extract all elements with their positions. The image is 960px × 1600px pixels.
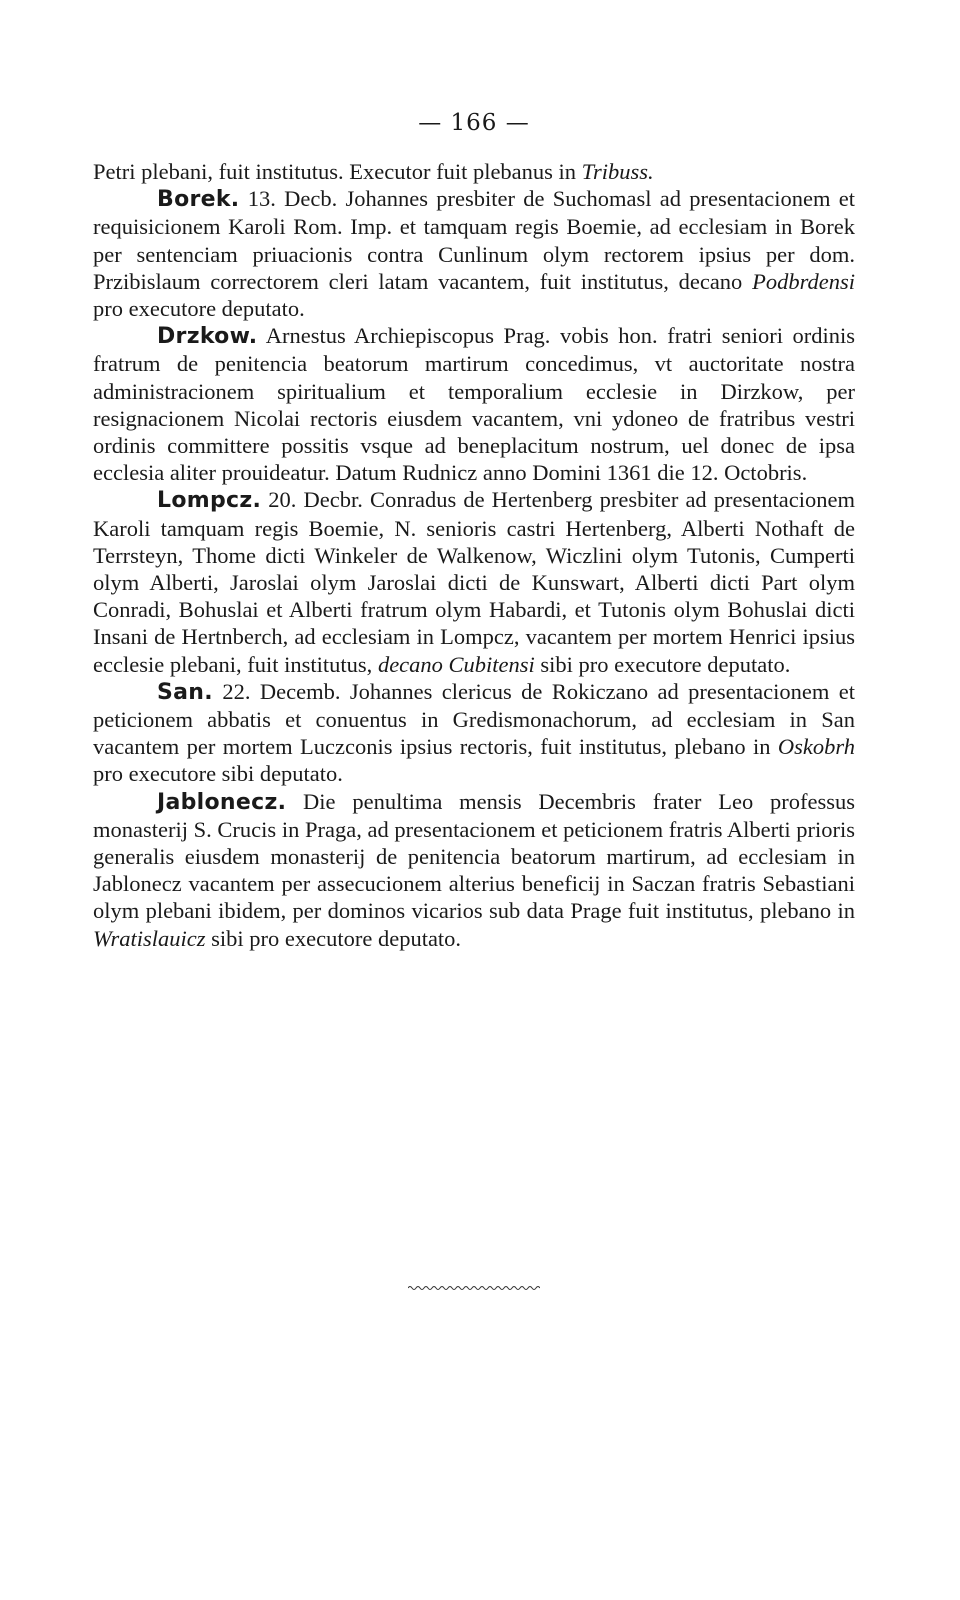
italic-text: decano Cubitensi xyxy=(377,651,535,677)
body-text xyxy=(93,158,855,952)
text-run: Petri plebani, fuit institutus. Executor fuit plebanus in xyxy=(93,159,582,184)
italic-text: Wratislauicz xyxy=(93,925,206,951)
italic-text: Tribuss. xyxy=(581,159,654,184)
text-run: pro executore deputato. xyxy=(93,296,305,322)
entry-heading: Drzkow. xyxy=(157,324,258,350)
paragraph xyxy=(93,678,855,788)
page-number: — 166 — xyxy=(418,110,530,136)
text-run: sibi pro executore deputato. xyxy=(205,925,462,951)
text-run: Die penultima mensis Decembris frater Leo professus monasterij S. Crucis in Praga, ad presentacionem et peticionem fratris Alberti prioris generalis eiusdem monasterij de penitencia beatorum martirum, ad ecclesiam in Jablonecz vacantem per assecucionem alterius beneficij in Saczan fratris Sebastiani olym plebani ibidem, per dominos vicarios sub data Prage fuit institutus, plebano in xyxy=(93,788,855,924)
page-content xyxy=(93,110,855,952)
italic-text: Oskobrh xyxy=(777,734,855,760)
text-run: pro executore sibi deputato. xyxy=(93,761,343,787)
text-run: 20. Decbr. Conradus de Hertenberg presbiter ad presentacionem Karoli tamquam regis Boemie, N. senioris castri Hertenberg, Alberti Nothaft de Terrsteyn, Thome dicti Winkeler de Walkenow, Wiczlini olym Tutonis, Cumperti olym Alberti, Jaroslai olym Jaroslai dicti de Kunswart, Alberti dicti Part olym Conradi, Bohuslai et Alberti fratrum olym Habardi, et Tutonis olym Bohuslai dicti Insani de Hertnberch, ad ecclesiam in Lompcz, vacantem per mortem Henrici ipsius ecclesie plebani, fuit institutus, xyxy=(93,487,855,677)
paragraph xyxy=(93,788,855,952)
entry-heading: Lompcz. xyxy=(157,488,262,514)
italic-text: Podbrdensi xyxy=(752,268,855,294)
paragraph xyxy=(93,185,855,322)
paragraph xyxy=(93,158,855,185)
text-run: 13. Decb. Johannes presbiter de Suchomasl ad presentacionem et requisicionem Karoli Rom. Imp. et tamquam regis Boemie, ad ecclesiam in Borek per sentenciam priuacionis contra Cunlinum olym rectorem ipsius per dom. Przibislaum correctorem cleri latam vacantem, fuit institutus, decano xyxy=(93,186,855,294)
paragraph xyxy=(93,322,855,486)
end-ornament xyxy=(408,1283,540,1293)
text-run: Arnestus Archiepiscopus Prag. vobis hon. fratri seniori ordinis fratrum de penitencia beatorum martirum concedimus, vt auctoritate nostra administracionem spiritualium et temporalium ecclesie in Dirzkow, per resignacionem Nicolai rectoris eiusdem vacantem, vni ydoneo de fratribus vestri ordinis committere possitis vsque ad beneplacitum nostrum, uel donec de ipsa ecclesia aliter prouideatur. Datum Rudnicz anno Domini 1361 die 12. Octobris. xyxy=(93,323,855,486)
entry-heading: Jablonecz. xyxy=(157,789,287,815)
text-run: sibi pro executore deputato. xyxy=(534,651,791,677)
entry-heading: San. xyxy=(157,679,213,705)
paragraph xyxy=(93,486,855,677)
entry-heading: Borek. xyxy=(157,187,240,213)
text-run: 22. Decemb. Johannes clericus de Rokiczano ad presentacionem et peticionem abbatis et conuentus in Gredismonachorum, ad ecclesiam in San vacantem per mortem Luczconis ipsius rectoris, fuit institutus, plebano in xyxy=(93,678,855,760)
